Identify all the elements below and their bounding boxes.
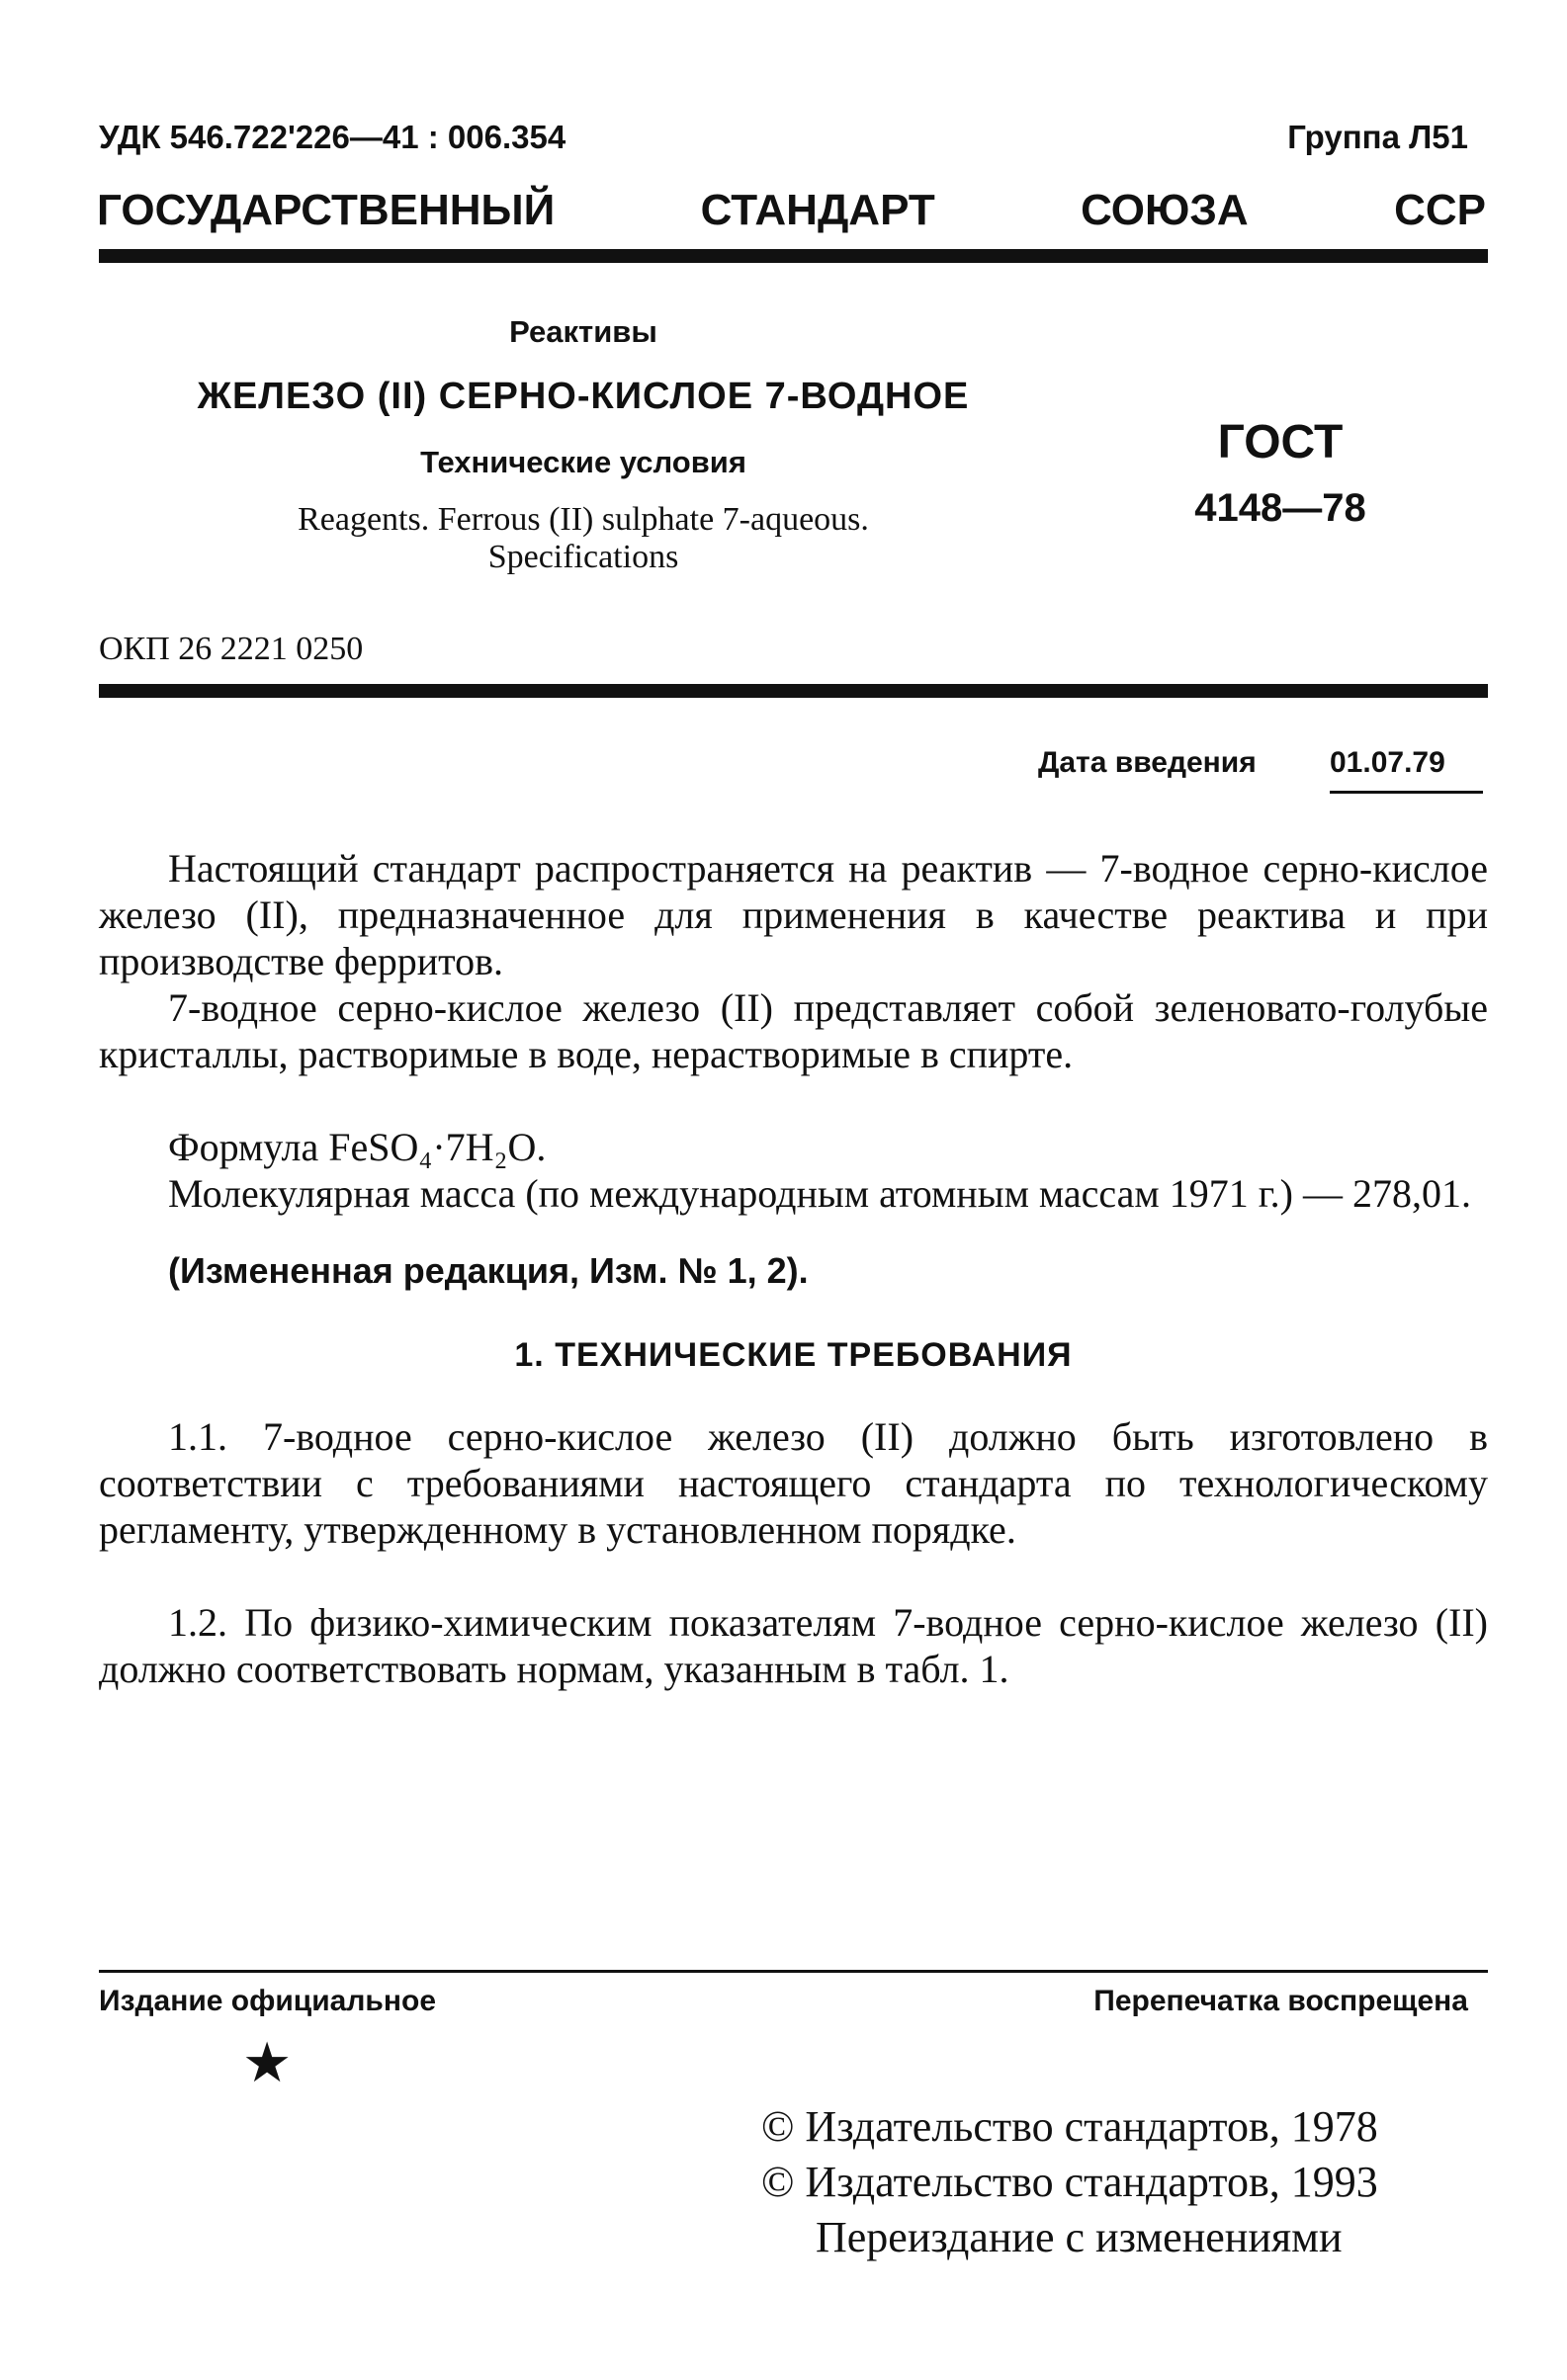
intro-date-value: 01.07.79 <box>1330 746 1445 779</box>
intro-date-label: Дата введения <box>1038 746 1257 779</box>
top-rule-thick <box>99 249 1488 263</box>
copyright-1978: © Издательство стандартов, 1978 <box>761 2102 1378 2151</box>
header-bottom-rule <box>99 684 1488 698</box>
section-heading: 1. ТЕХНИЧЕСКИЕ ТРЕБОВАНИЯ <box>514 1336 1073 1374</box>
copyright-1993: © Издательство стандартов, 1993 <box>761 2158 1378 2206</box>
reagents-label: Реактивы <box>509 314 657 349</box>
paragraph-scope: Настоящий стандарт распространяется на реактив — 7-водное серно-кислое железо (II), предназначенное для применения в качестве реактива и при производстве ферритов. <box>99 846 1488 983</box>
okp-code: ОКП 26 2221 0250 <box>99 631 364 667</box>
clause-1-1: 1.1. 7-водное серно-кислое железо (II) должно быть изготовлено в соответствии с требованиями настоящего стандарта по технологическому регламенту, утвержденному в установленном порядке. <box>99 1414 1488 1552</box>
english-subtitle: Specifications <box>487 539 679 575</box>
formula-line <box>99 1124 1488 1170</box>
subtitle: Технические условия <box>420 445 746 479</box>
udk-code: УДК 546.722'226—41 : 006.354 <box>99 119 566 155</box>
product-name: ЖЕЛЕЗО (II) СЕРНО-КИСЛОЕ 7-ВОДНОЕ <box>197 376 970 417</box>
chemical-formula: FeSO₄·7H₂O. <box>328 1125 547 1169</box>
state-standard-heading: ГОСУДАРСТВЕННЫЙ СТАНДАРТ СОЮЗА ССР <box>97 186 1486 234</box>
edit-note: (Измененная редакция, Изм. № 1, 2). <box>168 1250 809 1291</box>
clause-1-2: 1.2. По физико-химическим показателям 7-водное серно-кислое железо (II) должно соответствовать нормам, указанным в табл. 1. <box>99 1600 1488 1691</box>
paragraph-molecular-mass: Молекулярная масса (по международным атомным массам 1971 г.) — 278,01. <box>168 1171 1471 1216</box>
paragraph-description: 7-водное серно-кислое железо (II) представляет собой зеленовато-голубые кристаллы, растворимые в воде, нерастворимые в спирте. <box>99 985 1488 1076</box>
gost-label: ГОСТ <box>1217 416 1344 468</box>
group-code: Группа Л51 <box>1287 119 1468 155</box>
footer-rule <box>99 1970 1488 1973</box>
reprint-prohibited-label: Перепечатка воспрещена <box>1093 1985 1468 2017</box>
official-edition-label: Издание официальное <box>99 1985 437 2017</box>
formula-prefix: Формула <box>168 1125 329 1169</box>
reissue-note: Переиздание с изменениями <box>816 2213 1343 2261</box>
intro-date-underline <box>1330 791 1483 794</box>
english-title: Reagents. Ferrous (II) sulphate 7-aqueous. <box>298 501 869 538</box>
star-icon: ★ <box>242 2033 293 2094</box>
gost-number: 4148—78 <box>1194 486 1366 530</box>
